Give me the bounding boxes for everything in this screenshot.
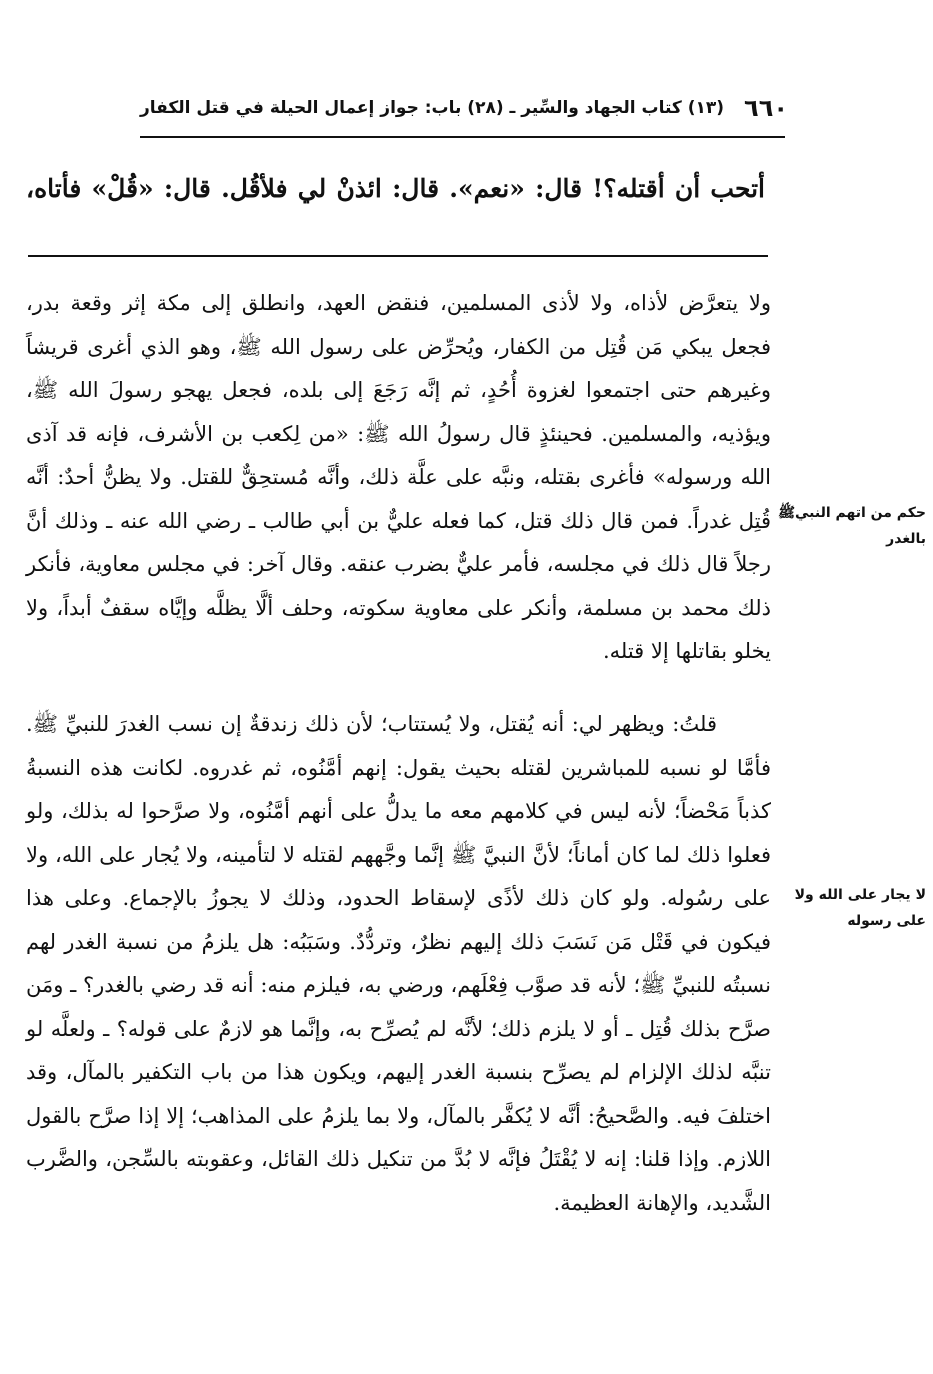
page-number: ٦٦٠ xyxy=(744,94,788,122)
footnote-separator xyxy=(28,255,768,257)
margin-note-2: لا يجار على الله ولا على رسوله xyxy=(794,887,926,929)
margin-note-1: حكم من اتهم النبيﷺ بالغدر xyxy=(778,505,926,547)
running-header xyxy=(140,92,788,132)
header-title: (١٣) كتاب الجهاد والسِّير ـ (٢٨) باب: جواز إعمال الحيلة في قتل الكفار xyxy=(140,98,725,118)
header-rule xyxy=(140,136,785,138)
paragraph-text: قلتُ: ويظهر لي: أنه يُقتل، ولا يُستتاب؛ لأن ذلك زندقةٌ إن نسب الغدرَ للنبيِّ ﷺ. فأمَّا لو نسبه للمباشرين لقتله بحيث يقول: إنهم أمَّنُوه، ثم غدروه. لكانت هذه النسبةُ كذباً مَحْضاً؛ لأنه ليس في كلامهم معه ما يدلُّ على أنهم أمَّنُوه، ولا صرَّحوا له بذلك، ولو فعلوا ذلك لما كان أماناً؛ لأنَّ النبيَّ ﷺ إنَّما وجَّههم لقتله لا لتأمينه، ولا يُجار على الله، ولا على رسُوله. ولو كان ذلك لأذًى لإسقاط الحدود، وذلك لا يجوزُ بالإجماع. وعلى هذا فيكون في قَتْل مَن نَسَبَ ذلك إليهم نظرٌ، وتردُّدٌ. وسَبَبُه: هل يلزمُ من نسبة الغدر لهم نسبتُه للنبيِّ ﷺ؛ لأنه قد صوَّب فِعْلَهم، ورضي به، فيلزم منه: أنه قد رضي بالغدر؟ ـ ومَن صرَّح بذلك قُتِل ـ أو لا يلزم ذلك؛ لأنَّه لم يُصرِّح به، وإنَّما هو لازمٌ على قوله؟ ـ ولعلَّه لو تنبَّه لذلك الإلزام لم يصرِّح بنسبة الغدر إليهم، ويكون هذا من باب التكفير بالمآل، وقد اختلفَ فيه. والصَّحيحُ: أنَّه لا يُكفَّر بالمآل، ولا بما يلزمُ على المذاهب؛ إلا إذا صرَّح بالقول اللازم. وإذا قلنا: إنه لا يُقْتَلُ فإنَّه لا بُدَّ من تنكيل ذلك القائل، وعقوبته بالسِّجن، والضَّرب الشَّديد، والإهانة العظيمة. xyxy=(26,712,771,1215)
paragraph-text: ولا يتعرَّض لأذاه، ولا لأذى المسلمين، فنقض العهد، وانطلق إلى مكة إثر وقعة بدر، فجعل يبكي مَن قُتِل من الكفار، ويُحرِّض على رسول الله ﷺ، وهو الذي أغرى قريشاً وغيرهم حتى اجتمعوا لغزوة أُحُدٍ، ثم إنَّه رَجَعَ إلى بلده، فجعل يهجو رسولَ الله ﷺ، ويؤذيه، والمسلمين. فحينئذٍ قال رسولُ الله ﷺ: «من لِكعب بن الأشرف، فإنه قد آذى الله ورسوله» فأغرى بقتله، ونبَّه على علَّة ذلك، وأنَّه مُستحِقٌّ للقتل. ولا يظنُّ أحدٌ: أنَّه قُتِل غدراً. فمن قال ذلك قتل، كما فعله عليٌّ بن أبي طالب ـ رضي الله عنه ـ وذلك أنَّ رجلاً قال ذلك في مجلسه، فأمر عليٌّ بضرب عنقه. وقال آخر: في مجلس معاوية، فأنكر ذلك محمد بن مسلمة، وأنكر على معاوية سكوته، وحلف ألَّا يظلَّه وإيَّاه سقفٌ أبداً، ولا يخلو بقاتلها إلا قتله. xyxy=(26,291,771,663)
paragraph-2 xyxy=(26,703,771,1225)
paragraph-1 xyxy=(26,282,771,674)
intro-line: أتحب أن أقتله؟! قال: «نعم». قال: ائذنْ لي فلأقُل. قال: «قُلْ» فأتاه، xyxy=(26,174,765,203)
